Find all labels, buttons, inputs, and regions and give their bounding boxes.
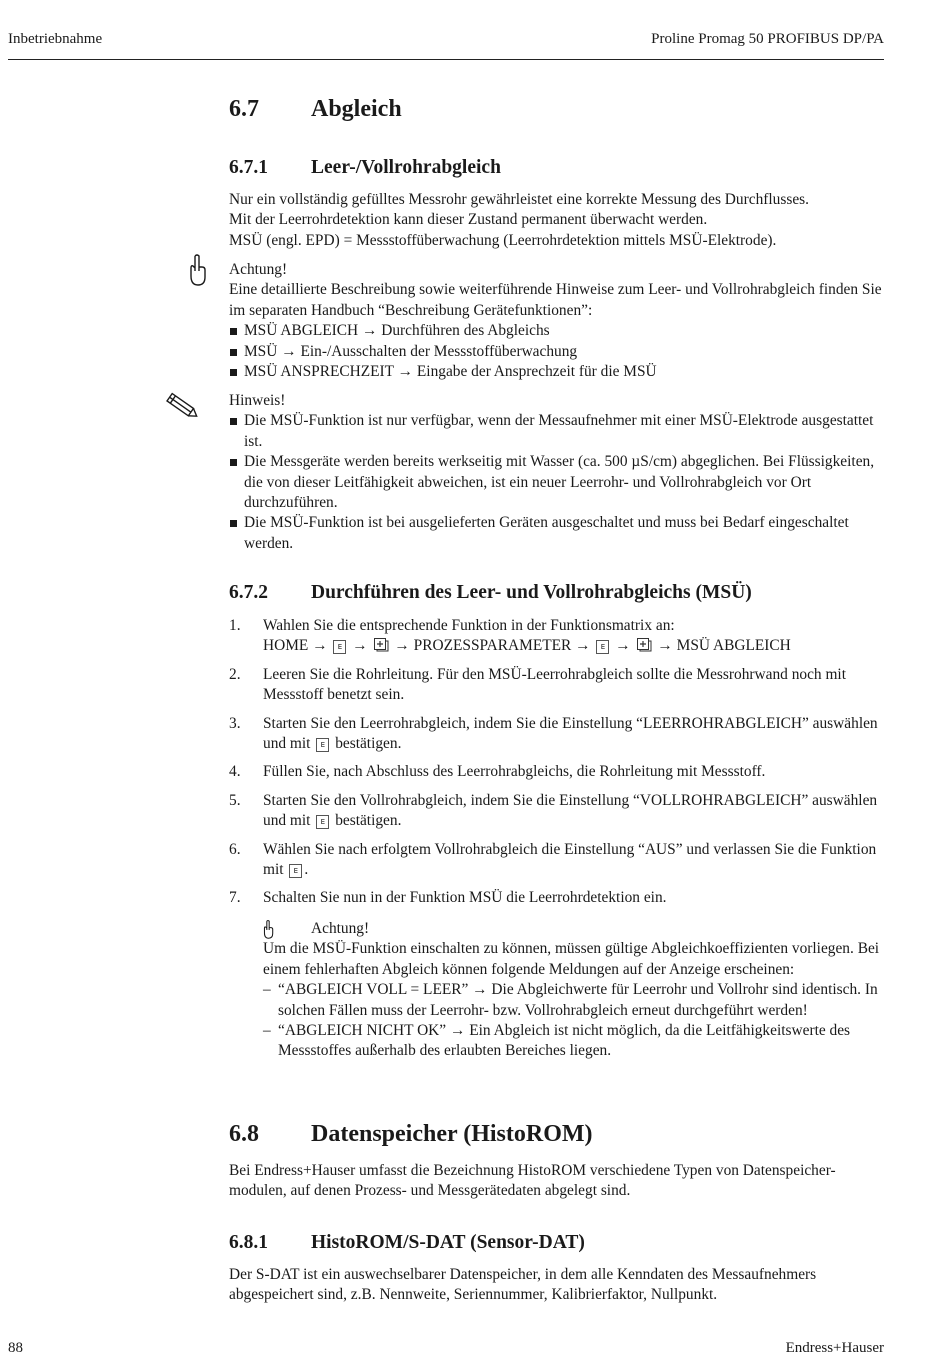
enter-key-icon: E [316,738,329,752]
note-pencil-icon [163,392,203,420]
section-title: Leer-/Vollrohrabgleich [311,157,501,178]
header-rule [8,59,884,60]
section-number: 6.7 [229,96,259,122]
list-item: MSÜ → Ein-/Ausschalten der Messstoffüberwachung [229,342,889,362]
list-item [263,980,889,1021]
caution-hand-icon [186,254,208,288]
enter-key-icon: E [316,815,329,829]
paragraph: Bei Endress+Hauser umfasst die Bezeichnung HistoROM verschiedene Typen von Datenspeicher-modulen, auf denen Prozess- und Messgerätedaten abgelegt sind. [229,1162,836,1200]
step-text-a: Starten Sie den Vollrohrabgleich, indem Sie die Einstellung “VOLLROHRABGLEICH” auswählen und mit [263,791,878,830]
section-number: 6.7.2 [229,582,268,603]
step-text: Schalten Sie nun in der Funktion MSÜ die Leerrohrdetektion ein. [263,889,667,907]
caution-block-2 [263,919,889,1062]
caution-label: Achtung! [311,919,370,937]
section-heading-6-8 [229,1121,593,1148]
step-text-b: bestätigen. [335,735,402,753]
step-number: 5. [229,791,241,809]
path-home: HOME [263,637,309,655]
dash-text: “ABGLEICH NICHT OK” → Ein Abgleich ist nicht möglich, da die Leitfähigkeitswerte des Messstoffes außerhalb des erlaubten Bereiches liegen. [278,1021,851,1060]
note-label: Hinweis! [229,392,286,409]
list-item [263,1021,889,1062]
list-item: MSÜ ABGLEICH → Durchführen des Abgleichs [229,321,889,341]
step-text: Wahlen Sie die entsprechende Funktion in der Funktionsmatrix an: [263,617,675,634]
caution-label: Achtung! [229,261,288,278]
step-number: 7. [229,889,241,907]
section-title: Durchführen des Leer- und Vollrohrabgleichs (MSÜ) [311,582,752,603]
caution-text: Um die MSÜ-Funktion einschalten zu können, müssen gültige Abgleichkoeffizienten vorliegen. Bei einem fehlerhaften Abgleich können folgende Meldungen auf der Anzeige erscheinen: [263,940,880,978]
step-text-b: bestätigen. [335,812,402,830]
arrow: → [575,637,591,655]
enter-key-icon: E [333,640,346,654]
running-header-right: Proline Promag 50 PROFIBUS DP/PA [651,31,884,47]
dash-marker: – [263,981,271,999]
step-text [263,714,889,755]
list-item: Die MSÜ-Funktion ist nur verfügbar, wenn der Messaufnehmer mit einer MSÜ-Elektrode ausgestattet ist. [229,411,889,452]
plus-key-icon [637,638,652,652]
arrow: → [657,637,673,655]
note-block [229,391,889,554]
list-item: Die Messgeräte werden bereits werkseitig mit Wasser (ca. 500 µS/cm) abgeglichen. Bei Flüssigkeiten, die von dieser Leitfähigkeit abweichen, ist ein neuer Leerrohr- und Vollrohrabgleich vor Ort durchzuführen. [229,452,889,513]
enter-key-icon: E [596,640,609,654]
list-item [229,665,889,706]
list-item [229,840,889,881]
caution-text: Eine detaillierte Beschreibung sowie weiterführende Hinweise zum Leer- und Vollrohrabgleich finden Sie im separaten Handbuch “Beschreibung Gerätefunktionen”: [229,281,882,319]
list-item [229,714,889,755]
step-number: 3. [229,714,241,732]
step-number: 6. [229,840,241,858]
dash-marker: – [263,1021,271,1039]
step-number: 2. [229,665,241,683]
list-item [229,888,889,1061]
step-text: Füllen Sie, nach Abschluss des Leerrohrabgleichs, die Rohrleitung mit Messstoff. [263,763,766,781]
list-item [229,762,889,782]
running-header-left: Inbetriebnahme [8,31,103,47]
step-text-b: . [304,861,309,879]
step-number: 1. [229,617,241,634]
path-function: MSÜ ABGLEICH [676,637,791,655]
step-text [263,791,889,832]
step-text-a: Wählen Sie nach erfolgtem Vollrohrabgleich die Einstellung “AUS” und verlassen Sie die Funktion mit [263,840,877,879]
section-title: HistoROM/S-DAT (Sensor-DAT) [311,1232,585,1253]
section-heading-6-7-2 [229,582,752,604]
intro-paragraph [229,190,889,251]
procedure-list [229,616,889,1070]
step-number: 4. [229,763,241,781]
arrow: → [394,637,410,655]
section-heading-6-7 [229,96,402,123]
path-group: PROZESSPARAMETER [413,637,572,655]
section-heading-6-7-1 [229,157,501,179]
page-number: 88 [8,1340,23,1356]
caution-block-1 [229,260,889,382]
footer-company: Endress+Hauser [785,1340,884,1356]
text-line: Mit der Leerrohrdetektion kann dieser Zustand permanent überwacht werden. [229,211,708,229]
list-item [229,616,889,657]
list-item: MSÜ ANSPRECHZEIT → Eingabe der Ansprechzeit für die MSÜ [229,362,889,382]
section-heading-6-8-1 [229,1232,585,1254]
caution-hand-icon [261,920,275,940]
step-text [263,840,889,881]
dash-text: “ABGLEICH VOLL = LEER” → Die Abgleichwerte für Leerrohr und Vollrohr sind identisch. In solchen Fällen muss der Leerrohr- bzw. Vollrohrabgleich erneut durchgeführt werden! [278,981,878,1019]
text-line: Nur ein vollständig gefülltes Messrohr gewährleistet eine korrekte Messung des Durchflusses. [229,191,810,208]
section-number: 6.8.1 [229,1232,268,1253]
arrow: → [352,637,368,655]
section-number: 6.7.1 [229,157,268,178]
arrow: → [615,637,631,655]
enter-key-icon: E [289,864,302,878]
section-title: Abgleich [311,96,402,122]
section-title: Datenspeicher (HistoROM) [311,1121,593,1147]
paragraph: Der S-DAT ist ein auswechselbarer Datenspeicher, in dem alle Kenndaten des Messaufnehmers abgespeichert sind, z.B. Nennweite, Seriennummer, Kalibrierfaktor, Nullpunkt. [229,1266,817,1304]
menu-path [263,636,889,656]
list-item [229,791,889,832]
text-line: MSÜ (engl. EPD) = Messstoffüberwachung (Leerrohrdetektion mittels MSÜ-Elektrode). [229,231,777,249]
arrow: → [312,637,328,655]
step-text-a: Starten Sie den Leerrohrabgleich, indem Sie die Einstellung “LEERROHRABGLEICH” auswählen und mit [263,714,878,753]
plus-key-icon [374,638,389,652]
list-item: Die MSÜ-Funktion ist bei ausgelieferten Geräten ausgeschaltet und muss bei Bedarf eingeschaltet werden. [229,513,889,554]
step-text: Leeren Sie die Rohrleitung. Für den MSÜ-Leerrohrabgleich sollte die Messrohrwand noch mit Messstoff benetzt sein. [263,665,846,704]
section-number: 6.8 [229,1121,259,1147]
